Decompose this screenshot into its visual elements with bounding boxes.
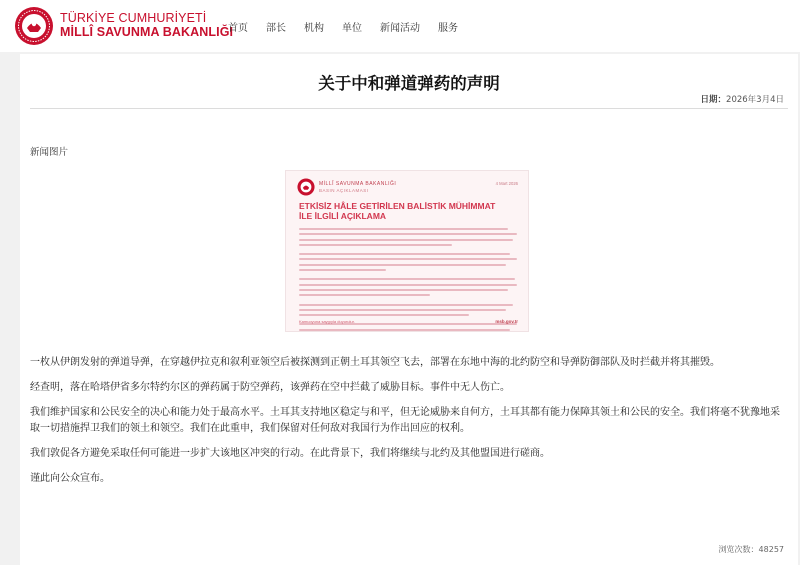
press-headline: ETKİSİZ HÂLE GETİRİLEN BALİSTİK MÜHİMMAT İLE İLGİLİ AÇIKLAMA <box>299 201 496 221</box>
press-release-image[interactable] <box>285 170 529 332</box>
press-subtitle: BASIN AÇIKLAMASI <box>319 188 369 193</box>
site-header <box>0 0 800 52</box>
brand-line-2: MİLLÎ SAVUNMA BAKANLIĞI <box>60 25 234 39</box>
article-paragraph: 我们敦促各方避免采取任何可能进一步扩大该地区冲突的行动。在此背景下，我们将继续与北约及其他盟国进行磋商。 <box>30 448 550 459</box>
nav-item-home[interactable]: 首页 <box>228 23 248 34</box>
main-nav <box>228 19 476 34</box>
article-date <box>701 93 784 105</box>
nav-item-organization[interactable]: 机构 <box>304 23 324 34</box>
press-body-text <box>299 228 517 332</box>
view-count: 浏览次数：48257 <box>718 545 784 554</box>
article-card <box>20 54 798 565</box>
news-images-label: 新闻图片 <box>30 147 69 158</box>
article-paragraph: 经查明，落在哈塔伊省多尔特约尔区的弹药属于防空弹药，该弹药在空中拦截了威胁目标。事件中无人伤亡。 <box>30 382 510 393</box>
article-paragraph: 我们维护国家和公民安全的决心和能力处于最高水平。土耳其支持地区稳定与和平，但无论威胁来自何方，土耳其都有能力保障其领土和公民的安全。我们将毫不犹豫地采取一切措施捍卫我们的领土和领空。我们在此重申，我们保留对任何敌对我国行为作出回应的权利。 <box>30 407 780 434</box>
press-org: MİLLÎ SAVUNMA BAKANLIĞI <box>319 181 397 187</box>
article-body <box>30 355 786 496</box>
ministry-emblem-icon[interactable] <box>14 6 54 46</box>
brand-title[interactable] <box>60 11 233 39</box>
nav-item-news[interactable]: 新闻活动 <box>380 23 420 34</box>
press-footer-note: Kamuoyuna saygıyla duyurulur. <box>299 319 355 324</box>
nav-item-minister[interactable]: 部长 <box>266 23 286 34</box>
article-paragraph: 谨此向公众宣布。 <box>30 473 110 484</box>
ministry-seal-icon <box>297 178 315 196</box>
brand-line-1: TÜRKİYE CUMHURİYETİ <box>60 11 207 25</box>
article-title: 关于中和弹道弹药的声明 <box>318 74 500 93</box>
nav-item-services[interactable]: 服务 <box>438 23 458 34</box>
press-footer-url: msb.gov.tr <box>495 319 518 324</box>
nav-item-units[interactable]: 单位 <box>342 23 362 34</box>
article-paragraph: 一枚从伊朗发射的弹道导弹，在穿越伊拉克和叙利亚领空后被探测到正朝土耳其领空飞去，部署在东地中海的北约防空和导弹防御部队及时拦截并将其摧毁。 <box>30 357 720 368</box>
date-label: 日期： <box>700 95 727 105</box>
date-value: 2026年3月4日 <box>726 95 784 105</box>
press-date: 4 Mart 2026 <box>495 181 518 186</box>
title-divider <box>30 108 788 109</box>
